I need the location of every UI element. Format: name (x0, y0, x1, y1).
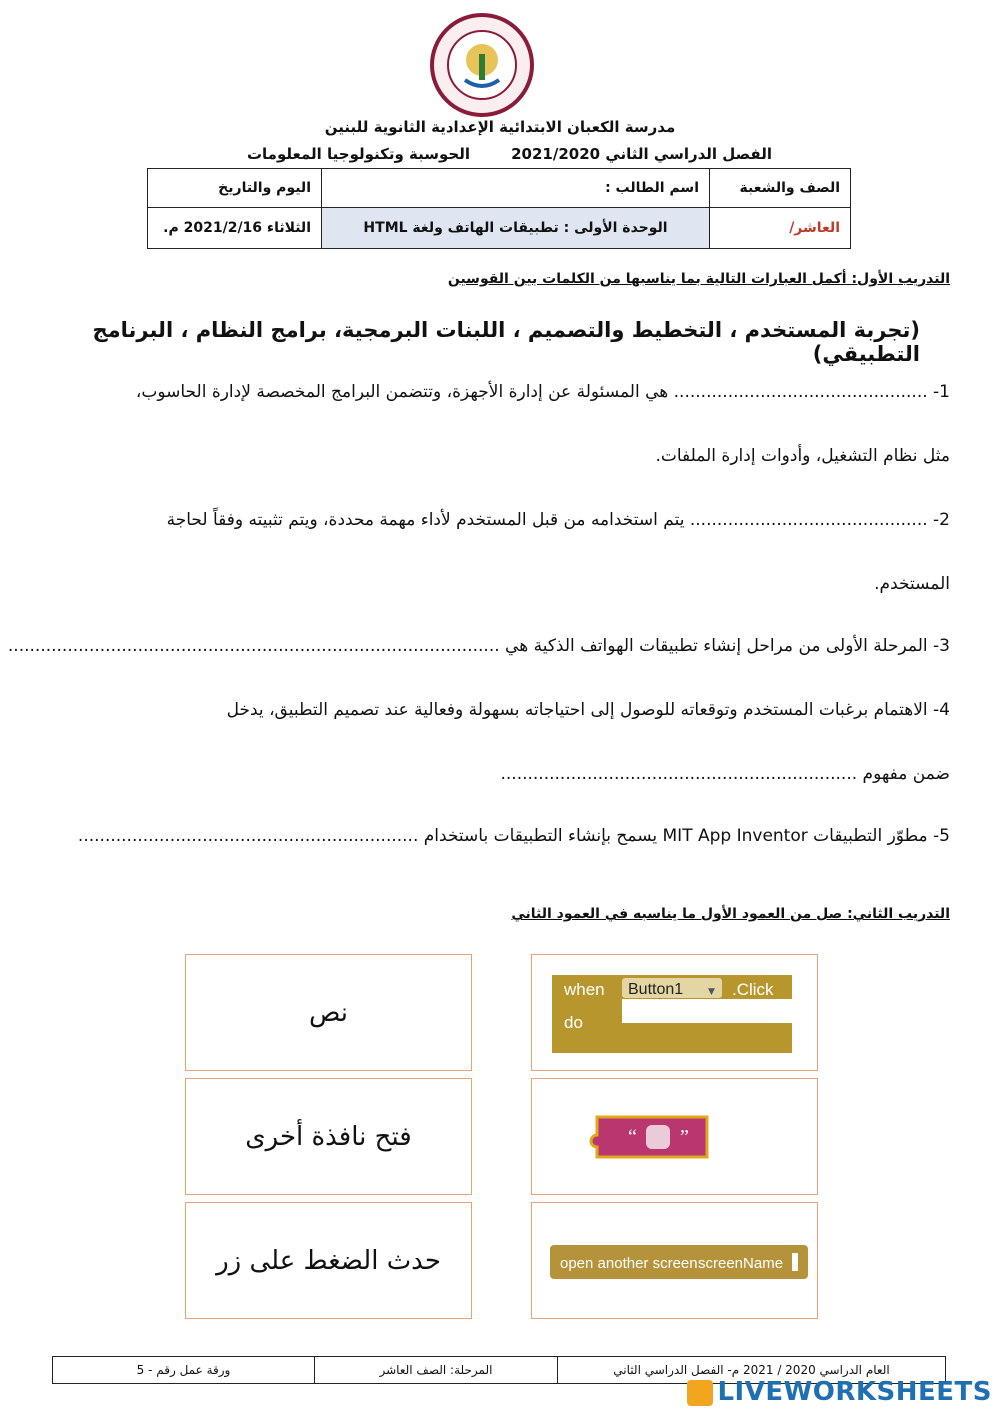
match-label-text: نص (308, 997, 349, 1028)
question-1-cont: مثل نظام التشغيل، وأدوات إدارة الملفات. (655, 446, 950, 466)
student-name-label: اسم الطالب : (322, 169, 710, 208)
liveworksheets-icon (687, 1380, 713, 1406)
question-4: 4- الاهتمام برغبات المستخدم وتوقعاته للوصول إلى احتياجاته بسهولة وفعالية عند تصميم التطبيق، يدخل (226, 700, 950, 720)
date-value: الثلاثاء 2021/2/16 م. (148, 208, 322, 249)
block-box-open-screen[interactable] (531, 1202, 818, 1319)
question-2: 2- ............................................ يتم استخدامه من قبل المستخدم لأداء مهمة محددة، ويتم تثبيته وفقاً لحاجة (166, 510, 950, 530)
do-label: do (564, 1013, 583, 1032)
semester: الفصل الدراسي الثاني 2021/2020 (511, 145, 772, 163)
subject: الحوسبة وتكنولوجيا المعلومات (246, 145, 470, 163)
class-value: العاشر/ (710, 208, 851, 249)
word-bank: (تجربة المستخدم ، التخطيط والتصميم ، اللبنات البرمجية، برامج النظام ، البرنامج التطبيقي) (92, 318, 920, 366)
question-1: 1- ............................................... هي المسئولة عن إدارة الأجهزة، وتتضمن البرامج المخصصة لإدارة الحاسوب، (135, 382, 950, 402)
when-label: when (564, 980, 605, 999)
exercise2-title: التدريب الثاني: صل من العمود الأول ما يناسبه في العمود الثاني (511, 906, 950, 922)
match-label-button-click: حدث الضغط على زر (216, 1245, 441, 1276)
block-box-text[interactable] (531, 1078, 818, 1195)
svg-text:“: “ (628, 1126, 637, 1148)
liveworksheets-logo[interactable] (687, 1377, 992, 1407)
button1-label: Button1 (628, 981, 684, 998)
svg-text:▼: ▼ (708, 987, 715, 997)
school-name: مدرسة الكعبان الابتدائية الإعدادية الثانوية للبنين (324, 118, 676, 136)
when-click-block (532, 955, 819, 1072)
footer-sheet: ورقة عمل رقم - 5 (53, 1357, 315, 1384)
class-label: الصف والشعبة (710, 169, 851, 208)
svg-text:”: ” (680, 1126, 689, 1148)
exercise1-title: التدريب الأول: أكمل العبارات التالية بما يناسبها من الكلمات بين القوسين (447, 271, 950, 287)
screen-name-label: screenName (698, 1255, 784, 1272)
open-screen-label: open another screen (560, 1255, 698, 1272)
question-2-cont: المستخدم. (874, 574, 950, 594)
unit-value: الوحدة الأولى : تطبيقات الهاتف ولغة HTML (322, 208, 710, 249)
match-box-open-screen[interactable] (185, 1078, 472, 1195)
open-screen-block (532, 1203, 819, 1320)
brand-text: LIVEWORKSHEETS (717, 1377, 992, 1407)
block-box-event[interactable] (531, 954, 818, 1071)
question-5: 5- مطوّر التطبيقات MIT App Inventor يسمح بإنشاء التطبيقات باستخدام ............................................................... (77, 826, 950, 846)
date-label: اليوم والتاريخ (148, 169, 322, 208)
click-label: .Click (732, 980, 774, 999)
question-4-cont: ضمن مفهوم .................................................................. (500, 764, 950, 784)
info-table (147, 168, 851, 249)
match-box-text[interactable] (185, 954, 472, 1071)
footer-stage: المرحلة: الصف العاشر (315, 1357, 558, 1384)
text-string-block (532, 1079, 819, 1196)
footer-year: العام الدراسي 2020 / 2021 م- الفصل الدراسي الثاني (558, 1357, 946, 1384)
match-box-button-click[interactable] (185, 1202, 472, 1319)
question-3: 3- المرحلة الأولى من مراحل إنشاء تطبيقات الهواتف الذكية هي ........................................................................................... (7, 636, 950, 656)
match-label-open-screen: فتح نافذة أخرى (245, 1121, 412, 1152)
ministry-logo (427, 10, 537, 120)
